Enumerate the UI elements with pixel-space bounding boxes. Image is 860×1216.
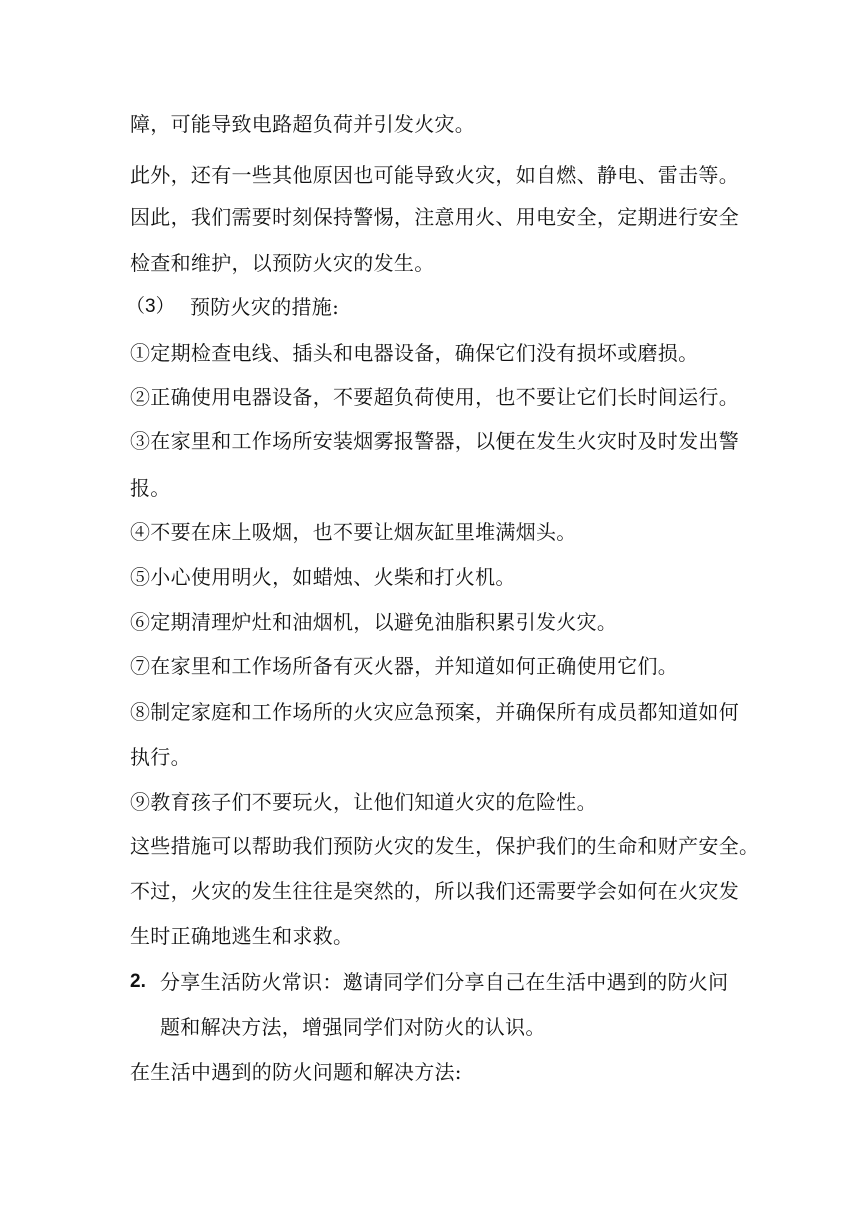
- list-item: ①定期检查电线、插头和电器设备，确保它们没有损坏或磨损。: [130, 341, 699, 365]
- list-item: ④不要在床上吸烟，也不要让烟灰缸里堆满烟头。: [130, 520, 577, 544]
- list-item-continued: 执行。: [130, 745, 191, 769]
- list-item: ⑨教育孩子们不要玩火，让他们知道火灾的危险性。: [130, 790, 597, 814]
- list-item: ⑦在家里和工作场所备有灭火器，并知道如何正确使用它们。: [130, 654, 679, 678]
- paragraph-line: 此外，还有一些其他原因也可能导致火灾，如自燃、静电、雷击等。: [130, 163, 739, 187]
- paragraph-line: 障，可能导致电路超负荷并引发火灾。: [130, 112, 476, 136]
- list-item-continued: 报。: [130, 476, 171, 500]
- numbered-item: 分享生活防火常识：邀请同学们分享自己在生活中遇到的防火问: [160, 970, 729, 994]
- section-label: （3）: [126, 296, 175, 317]
- paragraph-line: 不过，火灾的发生往往是突然的，所以我们还需要学会如何在火灾发: [130, 879, 739, 903]
- numbered-item-continued: 题和解决方法，增强同学们对防火的认识。: [160, 1015, 546, 1039]
- paragraph-line: 因此，我们需要时刻保持警惕，注意用火、用电安全，定期进行安全: [130, 205, 739, 229]
- list-item: ⑤小心使用明火，如蜡烛、火柴和打火机。: [130, 565, 516, 589]
- list-item: ②正确使用电器设备，不要超负荷使用，也不要让它们长时间运行。: [130, 385, 739, 409]
- list-number: 2.: [130, 971, 146, 992]
- paragraph-line: 在生活中遇到的防火问题和解决方法:: [130, 1060, 462, 1084]
- paragraph-line: 生时正确地逃生和求救。: [130, 924, 354, 948]
- section-heading: 预防火灾的措施:: [190, 295, 340, 319]
- list-item: ⑧制定家庭和工作场所的火灾应急预案，并确保所有成员都知道如何: [130, 700, 739, 724]
- list-item: ⑥定期清理炉灶和油烟机，以避免油脂积累引发火灾。: [130, 610, 618, 634]
- paragraph-line: 检查和维护，以预防火灾的发生。: [130, 251, 435, 275]
- list-item: ③在家里和工作场所安装烟雾报警器，以便在发生火灾时及时发出警: [130, 429, 739, 453]
- paragraph-line: 这些措施可以帮助我们预防火灾的发生，保护我们的生命和财产安全。: [130, 834, 760, 858]
